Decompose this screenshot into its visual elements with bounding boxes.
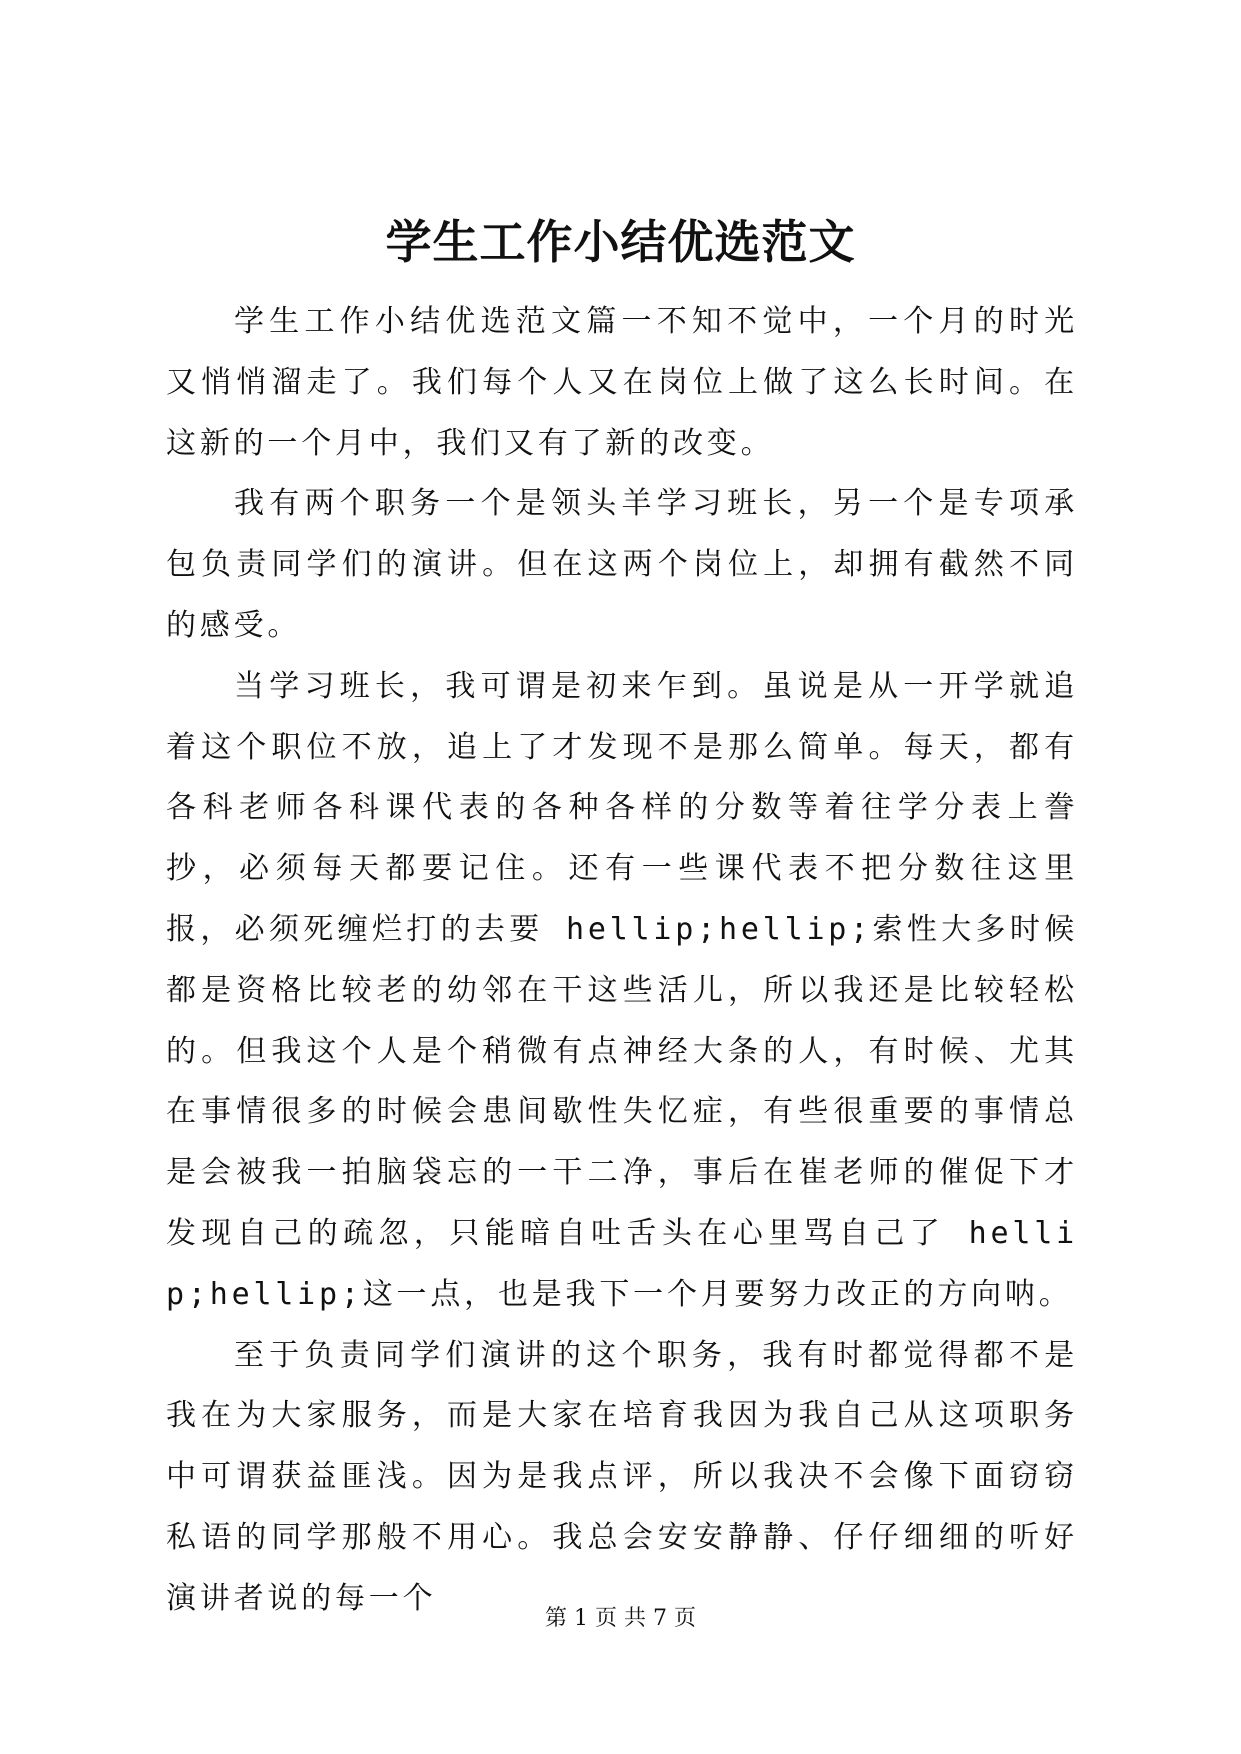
page-footer: 第 1 页 共 7 页: [545, 1606, 696, 1631]
paragraph-2: 我有两个职务一个是领头羊学习班长，另一个是专项承包负责同学们的演讲。但在这两个岗位上，却拥有截然不同的感受。: [166, 486, 1078, 643]
paragraph-3: 当学习班长，我可谓是初来乍到。虽说是从一开学就追着这个职位不放，追上了才发现不是那么简单。每天，都有各科老师各科课代表的各种各样的分数等着往学分表上誊抄，必须每天都要记住。还有一些课代表不把分数往这里报，必须死缠烂打的去要 hellip;hellip;索性大多时候都是资格比较老的幼邻在干这些活儿，所以我还是比较轻松的。但我这个人是个稍微有点神经大条的人，有时候、尤其在事情很多的时候会患间歇性失忆症，有些很重要的事情总是会被我一拍脑袋忘的一干二净，事后在崔老师的催促下才发现自己的疏忽，只能暗自吐舌头在心里骂自己了 hellip;hellip;这一点，也是我下一个月要努力改正的方向呐。: [166, 668, 1078, 1312]
document-title: 学生工作小结优选范文: [385, 215, 856, 269]
paragraph-4: 至于负责同学们演讲的这个职务，我有时都觉得都不是我在为大家服务，而是大家在培育我因为我自己从这项职务中可谓获益匪浅。因为是我点评，所以我决不会像下面窃窃私语的同学那般不用心。我总会安安静静、仔仔细细的听好演讲者说的每一个: [166, 1337, 1078, 1616]
document-body: [166, 292, 1078, 1630]
paragraph-1: 学生工作小结优选范文篇一不知不觉中，一个月的时光又悄悄溜走了。我们每个人又在岗位上做了这么长时间。在这新的一个月中，我们又有了新的改变。: [166, 304, 1078, 461]
